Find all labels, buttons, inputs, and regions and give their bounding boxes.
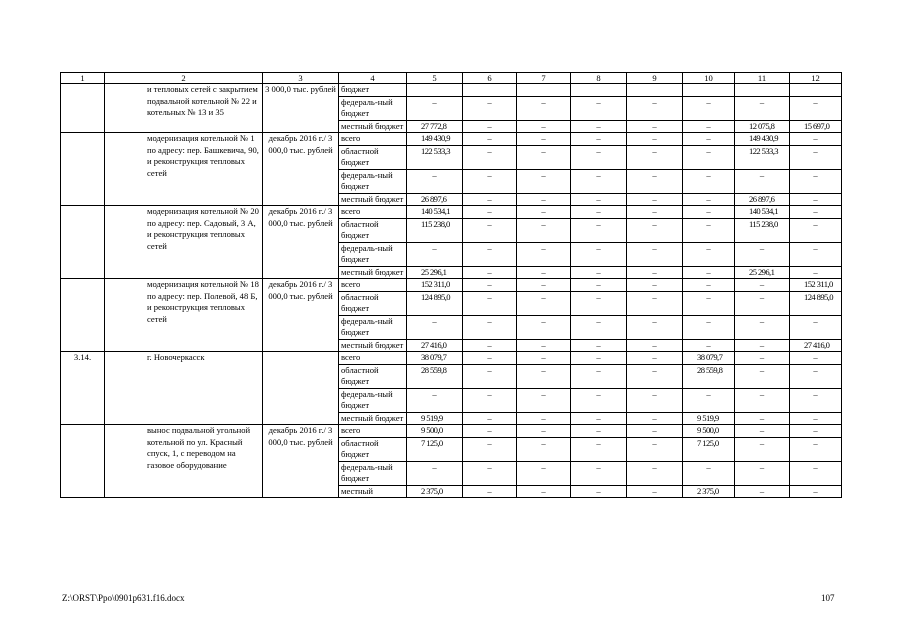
funding-source: федераль-ный бюджет — [339, 169, 407, 193]
item-description: г. Новочеркасск — [105, 352, 263, 425]
amount-cell: – — [517, 145, 571, 169]
column-number-header: 5 — [407, 73, 463, 84]
amount-cell: 115 238,0 — [407, 218, 463, 242]
amount-cell: – — [571, 291, 627, 315]
amount-cell: – — [790, 437, 842, 461]
amount-cell: – — [683, 388, 735, 412]
amount-cell: – — [735, 485, 790, 498]
funding-source: местный бюджет — [339, 339, 407, 352]
column-number-header: 10 — [683, 73, 735, 84]
amount-cell: – — [571, 145, 627, 169]
amount-cell: 149 430,9 — [407, 133, 463, 146]
amount-cell: – — [790, 485, 842, 498]
amount-cell: – — [517, 120, 571, 133]
deadline-capacity: декабрь 2016 г./ 3 000,0 тыс. рублей — [263, 133, 339, 206]
amount-cell: 28 559,8 — [683, 364, 735, 388]
amount-cell: 122 533,3 — [407, 145, 463, 169]
amount-cell: – — [627, 485, 683, 498]
table-row — [61, 84, 842, 97]
amount-cell: – — [517, 266, 571, 279]
amount-cell — [407, 84, 463, 97]
amount-cell: 27 416,0 — [407, 339, 463, 352]
amount-cell: – — [463, 133, 517, 146]
amount-cell: 7 125,0 — [683, 437, 735, 461]
amount-cell: – — [517, 339, 571, 352]
amount-cell: – — [571, 364, 627, 388]
amount-cell: 9 519,9 — [683, 412, 735, 425]
amount-cell: – — [517, 352, 571, 365]
amount-cell: – — [790, 266, 842, 279]
amount-cell: – — [571, 133, 627, 146]
amount-cell — [735, 84, 790, 97]
amount-cell: 25 296,1 — [735, 266, 790, 279]
amount-cell: – — [735, 364, 790, 388]
amount-cell: – — [571, 412, 627, 425]
amount-cell: – — [735, 425, 790, 438]
amount-cell: – — [790, 364, 842, 388]
amount-cell: – — [790, 96, 842, 120]
funding-source: федераль-ный бюджет — [339, 388, 407, 412]
amount-cell: – — [790, 242, 842, 266]
amount-cell: 152 311,0 — [790, 279, 842, 292]
amount-cell: – — [627, 279, 683, 292]
amount-cell: – — [683, 279, 735, 292]
amount-cell: – — [735, 352, 790, 365]
amount-cell: – — [790, 425, 842, 438]
amount-cell: 38 079,7 — [407, 352, 463, 365]
amount-cell: 124 895,0 — [407, 291, 463, 315]
amount-cell: – — [463, 218, 517, 242]
amount-cell: – — [407, 242, 463, 266]
amount-cell: 38 079,7 — [683, 352, 735, 365]
amount-cell: – — [790, 133, 842, 146]
amount-cell: – — [463, 279, 517, 292]
amount-cell — [683, 84, 735, 97]
item-description: модернизация котельной № 18 по адресу: пер. Полевой, 48 Б, и реконструкция тепловых сетей — [105, 279, 263, 352]
amount-cell: – — [683, 291, 735, 315]
amount-cell: – — [517, 133, 571, 146]
amount-cell: – — [517, 96, 571, 120]
amount-cell: – — [735, 291, 790, 315]
deadline-capacity: 3 000,0 тыс. рублей — [263, 84, 339, 133]
amount-cell: – — [571, 169, 627, 193]
amount-cell: – — [517, 206, 571, 219]
amount-cell: – — [735, 339, 790, 352]
deadline-capacity: декабрь 2016 г./ 3 000,0 тыс. рублей — [263, 279, 339, 352]
column-number-header: 4 — [339, 73, 407, 84]
amount-cell — [571, 84, 627, 97]
amount-cell: – — [627, 193, 683, 206]
column-number-header: 2 — [105, 73, 263, 84]
deadline-capacity: декабрь 2016 г./ 3 000,0 тыс. рублей — [263, 206, 339, 279]
amount-cell: – — [683, 315, 735, 339]
amount-cell: 115 238,0 — [735, 218, 790, 242]
funding-source: областной бюджет — [339, 218, 407, 242]
amount-cell: 27 416,0 — [790, 339, 842, 352]
amount-cell: – — [463, 461, 517, 485]
column-number-header: 7 — [517, 73, 571, 84]
amount-cell: – — [735, 437, 790, 461]
item-description: вынос подвальной угольной котельной по ул. Красный спуск, 1, с переводом на газовое оборудование — [105, 425, 263, 498]
amount-cell: – — [735, 412, 790, 425]
amount-cell: – — [627, 145, 683, 169]
amount-cell: – — [463, 206, 517, 219]
funding-source: местный бюджет — [339, 120, 407, 133]
amount-cell: – — [463, 315, 517, 339]
amount-cell: – — [735, 96, 790, 120]
amount-cell: – — [463, 412, 517, 425]
amount-cell: – — [463, 266, 517, 279]
amount-cell: – — [627, 133, 683, 146]
item-description: модернизация котельной № 1 по адресу: пер. Башкевича, 90, и реконструкция тепловых сетей — [105, 133, 263, 206]
amount-cell: – — [627, 364, 683, 388]
amount-cell: – — [683, 120, 735, 133]
item-description: модернизация котельной № 20 по адресу: пер. Садовый, 3 А, и реконструкция тепловых сетей — [105, 206, 263, 279]
amount-cell: 27 772,8 — [407, 120, 463, 133]
budget-table — [60, 72, 842, 498]
funding-source: местный — [339, 485, 407, 498]
amount-cell: – — [463, 352, 517, 365]
amount-cell: – — [683, 206, 735, 219]
amount-cell: – — [517, 291, 571, 315]
amount-cell: – — [463, 388, 517, 412]
amount-cell: – — [517, 169, 571, 193]
amount-cell: – — [627, 315, 683, 339]
amount-cell: – — [735, 388, 790, 412]
amount-cell: – — [790, 169, 842, 193]
amount-cell: – — [790, 193, 842, 206]
table-row — [61, 425, 842, 438]
funding-source: областной бюджет — [339, 364, 407, 388]
amount-cell: – — [790, 218, 842, 242]
column-number-header: 3 — [263, 73, 339, 84]
amount-cell: – — [463, 364, 517, 388]
amount-cell: – — [517, 315, 571, 339]
amount-cell: 15 697,0 — [790, 120, 842, 133]
amount-cell: 9 500,0 — [683, 425, 735, 438]
amount-cell: 25 296,1 — [407, 266, 463, 279]
amount-cell: 122 533,3 — [735, 145, 790, 169]
amount-cell: – — [517, 388, 571, 412]
amount-cell: – — [571, 279, 627, 292]
amount-cell: 140 534,1 — [407, 206, 463, 219]
amount-cell: – — [627, 388, 683, 412]
amount-cell: – — [407, 96, 463, 120]
funding-source: федераль-ный бюджет — [339, 315, 407, 339]
amount-cell: – — [735, 461, 790, 485]
amount-cell: – — [463, 339, 517, 352]
amount-cell: – — [790, 412, 842, 425]
amount-cell: – — [683, 461, 735, 485]
amount-cell: – — [571, 437, 627, 461]
amount-cell: – — [571, 120, 627, 133]
amount-cell: – — [683, 193, 735, 206]
amount-cell: – — [735, 169, 790, 193]
amount-cell: – — [571, 193, 627, 206]
amount-cell: – — [627, 461, 683, 485]
amount-cell: – — [463, 291, 517, 315]
amount-cell: – — [463, 96, 517, 120]
amount-cell: – — [517, 425, 571, 438]
amount-cell: – — [683, 218, 735, 242]
footer-page-number: 107 — [821, 593, 835, 603]
funding-source: всего — [339, 279, 407, 292]
amount-cell: 124 895,0 — [790, 291, 842, 315]
amount-cell: – — [790, 145, 842, 169]
table-row — [61, 133, 842, 146]
amount-cell: – — [627, 218, 683, 242]
amount-cell: 9 519,9 — [407, 412, 463, 425]
amount-cell: – — [571, 339, 627, 352]
table-header-row — [61, 73, 842, 84]
amount-cell: – — [683, 133, 735, 146]
amount-cell: – — [463, 242, 517, 266]
deadline-capacity: декабрь 2016 г./ 3 000,0 тыс. рублей — [263, 425, 339, 498]
amount-cell: – — [735, 279, 790, 292]
funding-source: всего — [339, 133, 407, 146]
amount-cell: – — [463, 145, 517, 169]
amount-cell: – — [571, 485, 627, 498]
amount-cell: – — [463, 485, 517, 498]
amount-cell: 26 897,6 — [735, 193, 790, 206]
amount-cell: 2 375,0 — [407, 485, 463, 498]
funding-source: федераль-ный бюджет — [339, 461, 407, 485]
item-number — [61, 206, 105, 279]
amount-cell: – — [627, 425, 683, 438]
amount-cell: – — [627, 169, 683, 193]
amount-cell: – — [627, 339, 683, 352]
funding-source: местный бюджет — [339, 412, 407, 425]
item-number — [61, 84, 105, 133]
amount-cell: – — [627, 96, 683, 120]
funding-source: всего — [339, 425, 407, 438]
amount-cell: – — [683, 169, 735, 193]
item-number: 3.14. — [61, 352, 105, 425]
funding-source: областной бюджет — [339, 291, 407, 315]
amount-cell: – — [463, 425, 517, 438]
amount-cell: – — [683, 242, 735, 266]
funding-source: бюджет — [339, 84, 407, 97]
amount-cell: – — [627, 291, 683, 315]
amount-cell: – — [627, 120, 683, 133]
amount-cell: – — [627, 352, 683, 365]
table-row — [61, 352, 842, 365]
funding-source: федераль-ный бюджет — [339, 96, 407, 120]
table-row — [61, 206, 842, 219]
amount-cell: 140 534,1 — [735, 206, 790, 219]
amount-cell: – — [627, 206, 683, 219]
amount-cell: – — [517, 242, 571, 266]
amount-cell: – — [790, 206, 842, 219]
amount-cell: – — [463, 120, 517, 133]
amount-cell: – — [407, 461, 463, 485]
amount-cell: – — [571, 315, 627, 339]
amount-cell — [790, 84, 842, 97]
amount-cell — [517, 84, 571, 97]
amount-cell: – — [683, 145, 735, 169]
funding-source: областной бюджет — [339, 437, 407, 461]
table-row — [61, 279, 842, 292]
amount-cell: 152 311,0 — [407, 279, 463, 292]
amount-cell: – — [463, 193, 517, 206]
amount-cell — [463, 84, 517, 97]
item-number — [61, 425, 105, 498]
amount-cell: – — [571, 266, 627, 279]
amount-cell: – — [790, 352, 842, 365]
amount-cell: – — [627, 412, 683, 425]
amount-cell: – — [790, 461, 842, 485]
amount-cell: – — [571, 425, 627, 438]
amount-cell: – — [627, 242, 683, 266]
amount-cell: – — [683, 96, 735, 120]
amount-cell: – — [571, 388, 627, 412]
amount-cell: – — [571, 206, 627, 219]
amount-cell: 149 430,9 — [735, 133, 790, 146]
amount-cell: – — [735, 315, 790, 339]
amount-cell: – — [517, 218, 571, 242]
amount-cell — [627, 84, 683, 97]
amount-cell: – — [627, 437, 683, 461]
amount-cell: – — [735, 242, 790, 266]
funding-source: федераль-ный бюджет — [339, 242, 407, 266]
item-description: и тепловых сетей с закрытием подвальной котельной № 22 и котельных № 13 и 35 — [105, 84, 263, 133]
amount-cell: – — [517, 485, 571, 498]
amount-cell: – — [571, 242, 627, 266]
amount-cell: – — [571, 218, 627, 242]
amount-cell: – — [627, 266, 683, 279]
item-number — [61, 279, 105, 352]
amount-cell: – — [790, 315, 842, 339]
amount-cell: – — [790, 388, 842, 412]
amount-cell: 2 375,0 — [683, 485, 735, 498]
amount-cell: 12 075,8 — [735, 120, 790, 133]
amount-cell: – — [571, 352, 627, 365]
amount-cell: – — [571, 96, 627, 120]
funding-source: областной бюджет — [339, 145, 407, 169]
column-number-header: 8 — [571, 73, 627, 84]
funding-source: всего — [339, 352, 407, 365]
item-number — [61, 133, 105, 206]
amount-cell: – — [517, 279, 571, 292]
amount-cell: – — [683, 339, 735, 352]
amount-cell: 7 125,0 — [407, 437, 463, 461]
amount-cell: – — [683, 266, 735, 279]
column-number-header: 1 — [61, 73, 105, 84]
funding-source: местный бюджет — [339, 193, 407, 206]
amount-cell: – — [407, 315, 463, 339]
amount-cell: – — [463, 169, 517, 193]
column-number-header: 11 — [735, 73, 790, 84]
amount-cell: – — [517, 364, 571, 388]
amount-cell: – — [571, 461, 627, 485]
amount-cell: 28 559,8 — [407, 364, 463, 388]
amount-cell: – — [517, 193, 571, 206]
amount-cell: – — [517, 412, 571, 425]
footer-file-path: Z:\ORST\Ppo\0901p631.f16.docx — [62, 593, 185, 603]
column-number-header: 6 — [463, 73, 517, 84]
funding-source: местный бюджет — [339, 266, 407, 279]
amount-cell: – — [517, 461, 571, 485]
column-number-header: 9 — [627, 73, 683, 84]
amount-cell: – — [517, 437, 571, 461]
column-number-header: 12 — [790, 73, 842, 84]
amount-cell: – — [407, 388, 463, 412]
deadline-capacity — [263, 352, 339, 425]
funding-source: всего — [339, 206, 407, 219]
amount-cell: 9 500,0 — [407, 425, 463, 438]
amount-cell: – — [463, 437, 517, 461]
amount-cell: – — [407, 169, 463, 193]
amount-cell: 26 897,6 — [407, 193, 463, 206]
